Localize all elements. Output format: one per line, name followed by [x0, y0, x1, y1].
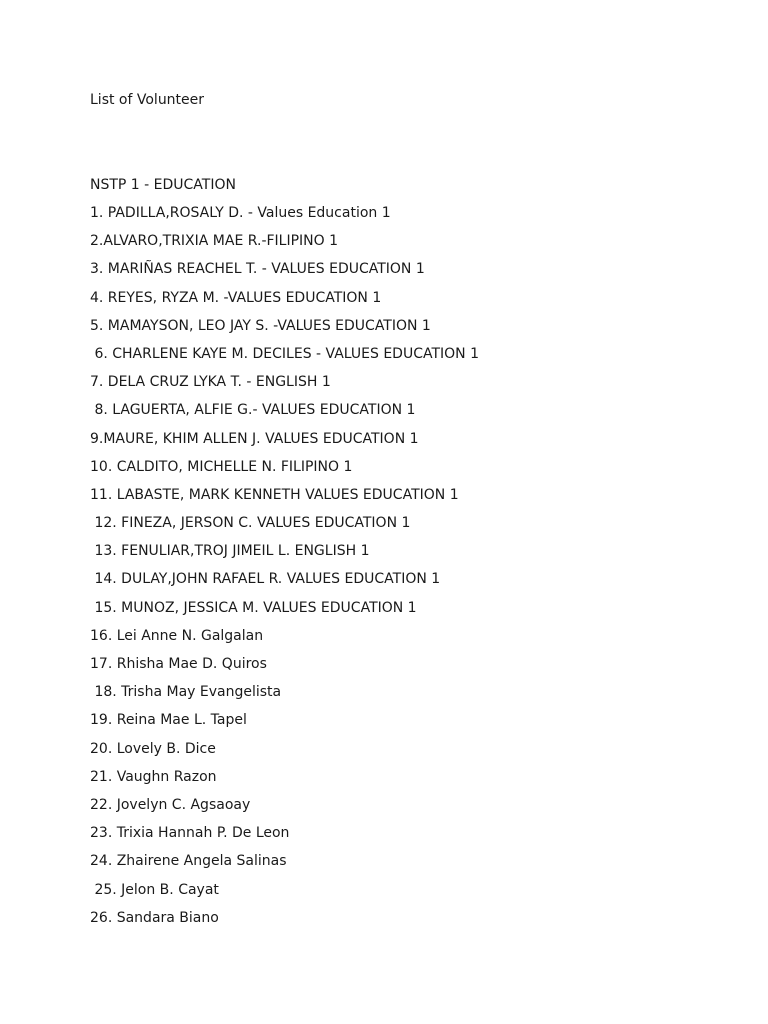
list-item: 11. LABASTE, MARK KENNETH VALUES EDUCATION 1 — [90, 486, 459, 503]
list-item: 25. Jelon B. Cayat — [90, 881, 219, 898]
list-item: 17. Rhisha Mae D. Quiros — [90, 656, 267, 672]
list-item: 5. MAMAYSON, LEO JAY S. -VALUES EDUCATION 1 — [90, 317, 431, 334]
list-item: 22. Jovelyn C. Agsaoay — [90, 796, 251, 813]
list-item: 4. REYES, RYZA M. -VALUES EDUCATION 1 — [90, 289, 382, 306]
section-heading: NSTP 1 - EDUCATION — [90, 177, 236, 193]
list-item: 20. Lovely B. Dice — [90, 740, 216, 757]
list-item: 23. Trixia Hannah P. De Leon — [90, 825, 290, 842]
volunteer-list — [90, 204, 479, 937]
list-item: 13. FENULIAR,TROJ JIMEIL L. ENGLISH 1 — [90, 543, 370, 560]
list-item: 2.ALVARO,TRIXIA MAE R.-FILIPINO 1 — [90, 233, 339, 250]
list-item: 9.MAURE, KHIM ALLEN J. VALUES EDUCATION 1 — [90, 430, 419, 447]
list-item: 18. Trisha May Evangelista — [90, 684, 282, 701]
list-item: 26. Sandara Biano — [90, 909, 219, 926]
list-item: 14. DULAY,JOHN RAFAEL R. VALUES EDUCATION 1 — [90, 571, 441, 588]
list-item: 6. CHARLENE KAYE M. DECILES - VALUES EDUCATION 1 — [90, 345, 480, 362]
list-item: 1. PADILLA,ROSALY D. - Values Education 1 — [90, 205, 391, 221]
list-item: 7. DELA CRUZ LYKA T. - ENGLISH 1 — [90, 374, 331, 391]
list-item: 21. Vaughn Razon — [90, 768, 217, 785]
list-item: 12. FINEZA, JERSON C. VALUES EDUCATION 1 — [90, 515, 411, 532]
list-item: 19. Reina Mae L. Tapel — [90, 712, 247, 729]
document-title: List of Volunteer — [90, 92, 205, 108]
list-item: 16. Lei Anne N. Galgalan — [90, 627, 264, 644]
list-item: 8. LAGUERTA, ALFIE G.- VALUES EDUCATION 1 — [90, 402, 416, 419]
list-item: 10. CALDITO, MICHELLE N. FILIPINO 1 — [90, 458, 353, 475]
list-item: 3. MARIÑAS REACHEL T. - VALUES EDUCATION 1 — [90, 261, 425, 278]
list-item: 24. Zhairene Angela Salinas — [90, 853, 287, 870]
list-item: 15. MUNOZ, JESSICA M. VALUES EDUCATION 1 — [90, 599, 417, 616]
